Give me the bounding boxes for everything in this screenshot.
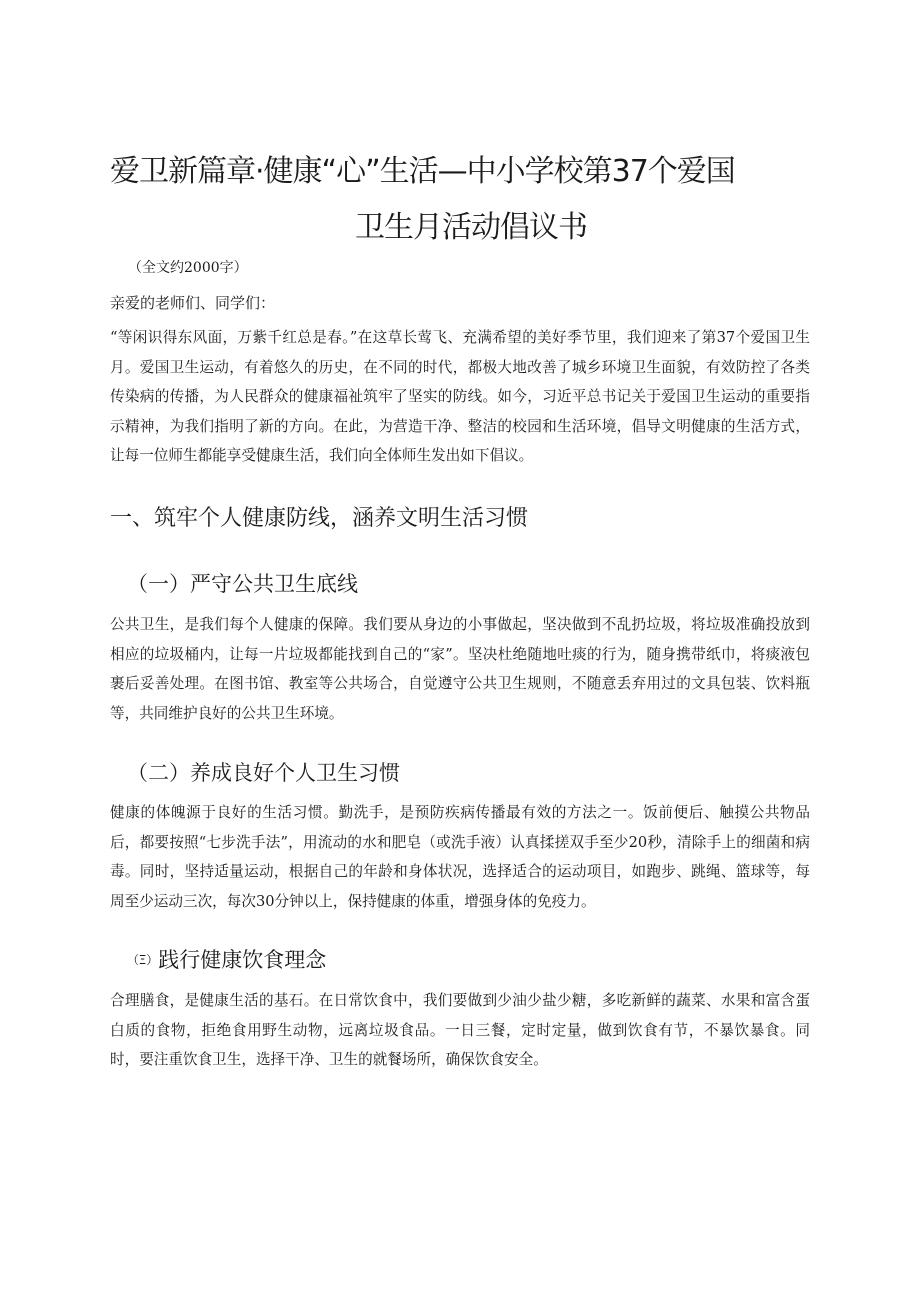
section-1-heading: 一、筑牢个人健康防线，涵养文明生活习惯 <box>110 506 529 531</box>
subsection-1-body: 公共卫生，是我们每个人健康的保障。我们要从身边的小事做起，坚决做到不乱扔垃圾，将垃圾准确投放到相应的垃圾桶内，让每一片垃圾都能找到自己的“家”。坚决杜绝随地吐痰的行为，随身携带纸巾，将痰液包裹后妥善处理。在图书馆、教室等公共场合，自觉遵守公共卫生规则，不随意丢弃用过的文具包装、饮料瓶等，共同维护良好的公共卫生环境。 <box>110 616 810 722</box>
salutation: 亲爱的老师们、同学们： <box>110 294 276 312</box>
subsection-2-body: 健康的体魄源于良好的生活习惯。勤洗手，是预防疾病传播最有效的方法之一。饭前便后、触摸公共物品后，都要按照“七步洗手法”，用流动的水和肥皂（或洗手液）认真揉搓双手至少20秒，清除手上的细菌和病毒。同时，坚持适量运动，根据自己的年龄和身体状况，选择适合的运动项目，如跑步、跳绳、篮球等，每周至少运动三次，每次30分钟以上，保持健康的体重，增强身体的免疫力。 <box>110 804 810 910</box>
document-title-line-2: 卫生月活动倡议书 <box>355 210 587 245</box>
subsection-3-heading-text: 践行健康饮食理念 <box>158 948 327 972</box>
document-title-line-1: 爱卫新篇章·健康“心”生活—中小学校第37个爱国 <box>110 154 735 189</box>
word-count-note: （全文约2000字） <box>128 260 248 276</box>
subsection-1-heading: （一）严守公共卫生底线 <box>127 572 358 596</box>
subsection-3-number: （Ξ） <box>127 953 159 967</box>
subsection-3-heading <box>127 944 326 974</box>
subsection-2-heading: （二）养成良好个人卫生习惯 <box>127 761 400 785</box>
intro-paragraph: “等闲识得东风面，万紫千红总是春。”在这草长莺飞、充满希望的美好季节里，我们迎来了第37个爱国卫生月。爱国卫生运动，有着悠久的历史，在不同的时代，都极大地改善了城乡环境卫生面貌，有效防控了各类传染病的传播，为人民群众的健康福祉筑牢了坚实的防线。如今，习近平总书记关于爱国卫生运动的重要指示精神，为我们指明了新的方向。在此，为营造干净、整洁的校园和生活环境，倡导文明健康的生活方式，让每一位师生都能享受健康生活，我们向全体师生发出如下倡议。 <box>110 329 810 465</box>
subsection-3-body: 合理膳食，是健康生活的基石。在日常饮食中，我们要做到少油少盐少糖，多吃新鲜的蔬菜、水果和富含蛋白质的食物，拒绝食用野生动物，远离垃圾食品。一日三餐，定时定量，做到饮食有节，不暴饮暴食。同时，要注重饮食卫生，选择干净、卫生的就餐场所，确保饮食安全。 <box>110 992 810 1069</box>
